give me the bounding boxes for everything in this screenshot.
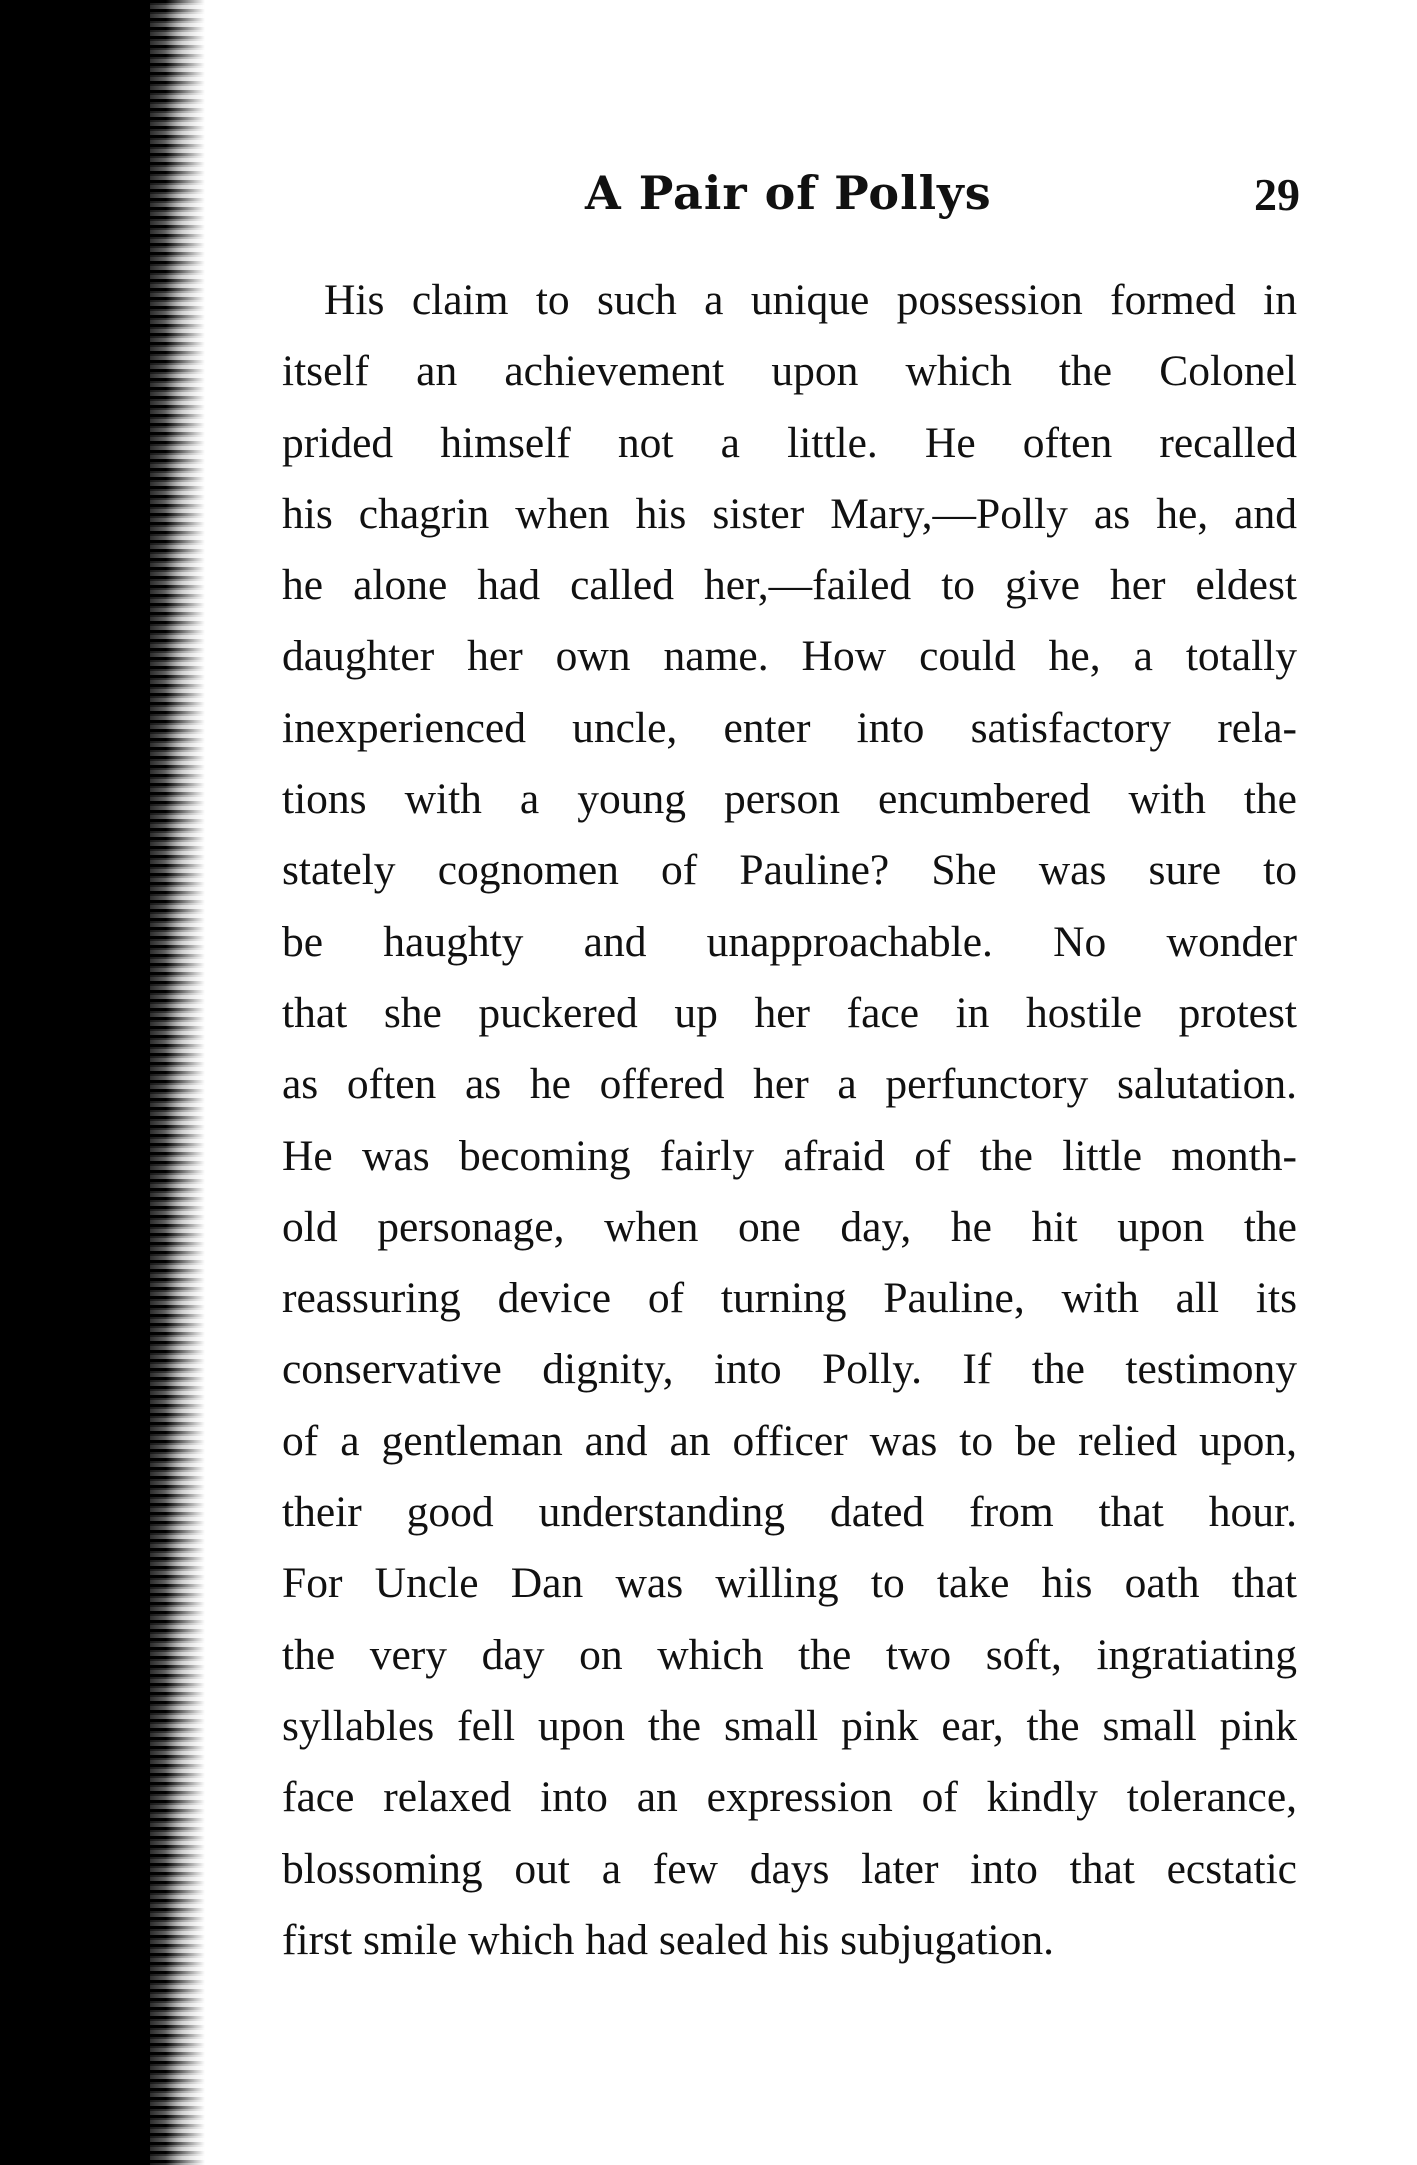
text-line: inexperienced uncle, enter into satisfactory rela-	[282, 703, 1297, 752]
binding-shadow-ragged-edge	[140, 0, 205, 2165]
text-line: their good understanding dated from that hour.	[282, 1488, 1297, 1537]
text-line: conservative dignity, into Polly. If the testimony	[282, 1345, 1297, 1394]
text-line: he alone had called her,—failed to give her eldest	[282, 561, 1297, 610]
text-line: reassuring device of turning Pauline, with all its	[282, 1274, 1297, 1323]
text-line: first smile which had sealed his subjugation.	[282, 1915, 1054, 1964]
text-line: syllables fell upon the small pink ear, the small pink	[282, 1701, 1297, 1750]
page-header	[280, 166, 1300, 246]
text-line: For Uncle Dan was willing to take his oath that	[282, 1559, 1297, 1608]
body-paragraph	[282, 265, 1297, 1976]
text-line: His claim to such a unique possession formed in	[324, 276, 1297, 324]
text-line: that she puckered up her face in hostile protest	[282, 988, 1297, 1037]
text-line: blossoming out a few days later into that ecstatic	[282, 1844, 1297, 1893]
text-line: be haughty and unapproachable. No wonder	[282, 917, 1297, 966]
running-title: A Pair of Pollys	[585, 166, 992, 220]
page-binding-shadow	[0, 0, 205, 2165]
text-line: tions with a young person encumbered with the	[282, 775, 1297, 824]
text-line: of a gentleman and an officer was to be relied upon,	[282, 1416, 1297, 1465]
text-line: He was becoming fairly afraid of the little month-	[282, 1131, 1297, 1180]
text-line: itself an achievement upon which the Colonel	[282, 347, 1297, 396]
text-line: face relaxed into an expression of kindly tolerance,	[282, 1773, 1297, 1822]
text-line: the very day on which the two soft, ingratiating	[282, 1630, 1297, 1679]
text-line: daughter her own name. How could he, a totally	[282, 632, 1297, 681]
text-line: old personage, when one day, he hit upon the	[282, 1202, 1297, 1251]
binding-shadow-dark	[0, 0, 150, 2165]
text-line: stately cognomen of Pauline? She was sure to	[282, 846, 1297, 895]
text-line: as often as he offered her a perfunctory salutation.	[282, 1060, 1297, 1109]
page-number: 29	[1254, 169, 1300, 220]
text-line: prided himself not a little. He often recalled	[282, 418, 1297, 467]
text-line: his chagrin when his sister Mary,—Polly as he, and	[282, 489, 1297, 538]
